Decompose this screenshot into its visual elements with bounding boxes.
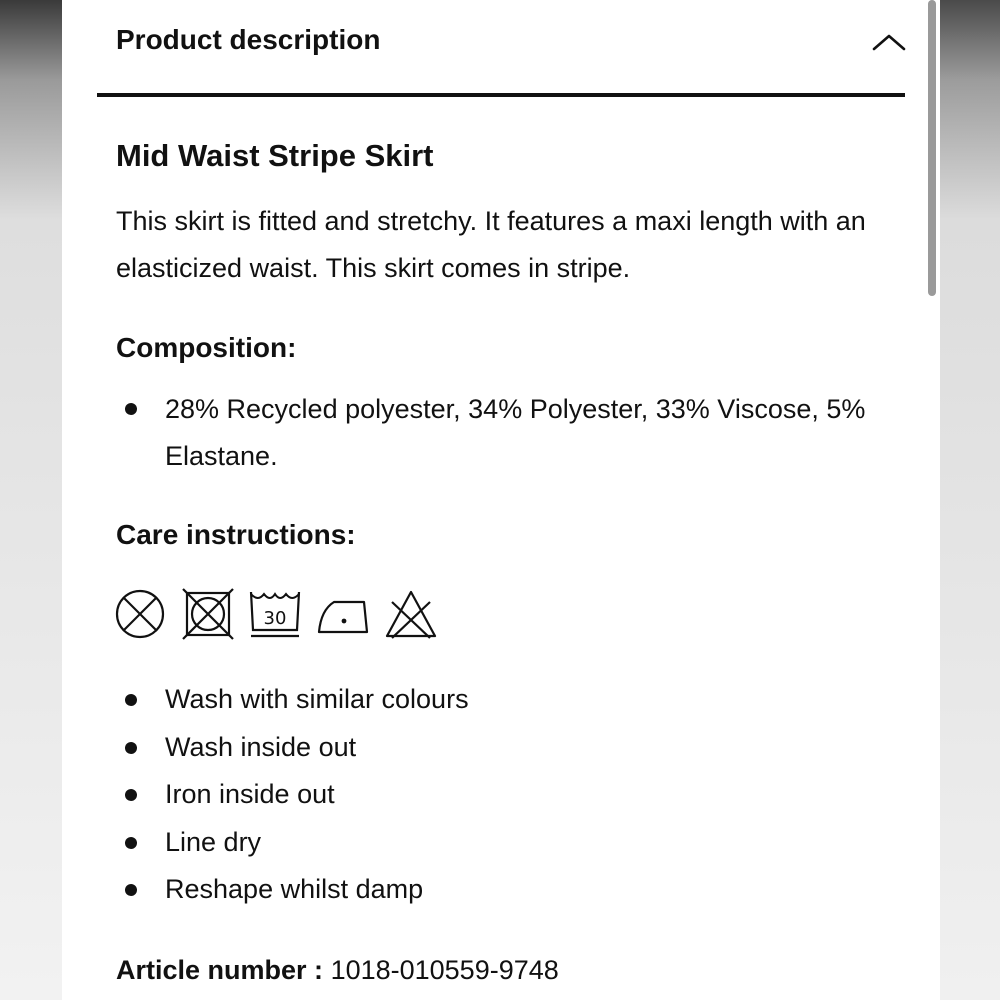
wash-temperature: 30 — [263, 608, 287, 629]
composition-list — [116, 386, 916, 480]
wash-30-icon — [248, 588, 302, 640]
list-item: Reshape whilst damp — [116, 866, 816, 914]
article-number-value: 1018-010559-9748 — [330, 955, 559, 985]
do-not-tumble-dry-icon — [182, 588, 234, 640]
care-icons — [114, 588, 444, 642]
scrollbar[interactable] — [928, 0, 936, 296]
do-not-bleach-icon — [384, 588, 438, 640]
article-number-label: Article number : — [116, 955, 324, 985]
section-title: Product description — [116, 24, 381, 55]
accordion-header[interactable] — [116, 22, 906, 62]
care-heading: Care instructions: — [116, 519, 356, 550]
background-left — [0, 0, 62, 1000]
composition-heading: Composition: — [116, 332, 297, 363]
list-item: Wash with similar colours — [116, 676, 816, 724]
background-right — [940, 0, 1000, 1000]
article-number — [116, 952, 559, 988]
chevron-up-icon[interactable] — [872, 32, 906, 52]
do-not-dry-clean-icon — [114, 588, 166, 640]
iron-low-heat-icon — [316, 588, 370, 640]
product-description-text: This skirt is fitted and stretchy. It features a maxi length with an elasticized waist. This skirt comes in stripe. — [116, 206, 866, 283]
header-divider — [97, 93, 905, 97]
list-item: Wash inside out — [116, 724, 816, 772]
list-item: 28% Recycled polyester, 34% Polyester, 33% Viscose, 5% Elastane. — [116, 386, 916, 480]
care-list — [116, 676, 816, 914]
product-title: Mid Waist Stripe Skirt — [116, 138, 434, 173]
list-item: Line dry — [116, 819, 816, 867]
list-item: Iron inside out — [116, 771, 816, 819]
